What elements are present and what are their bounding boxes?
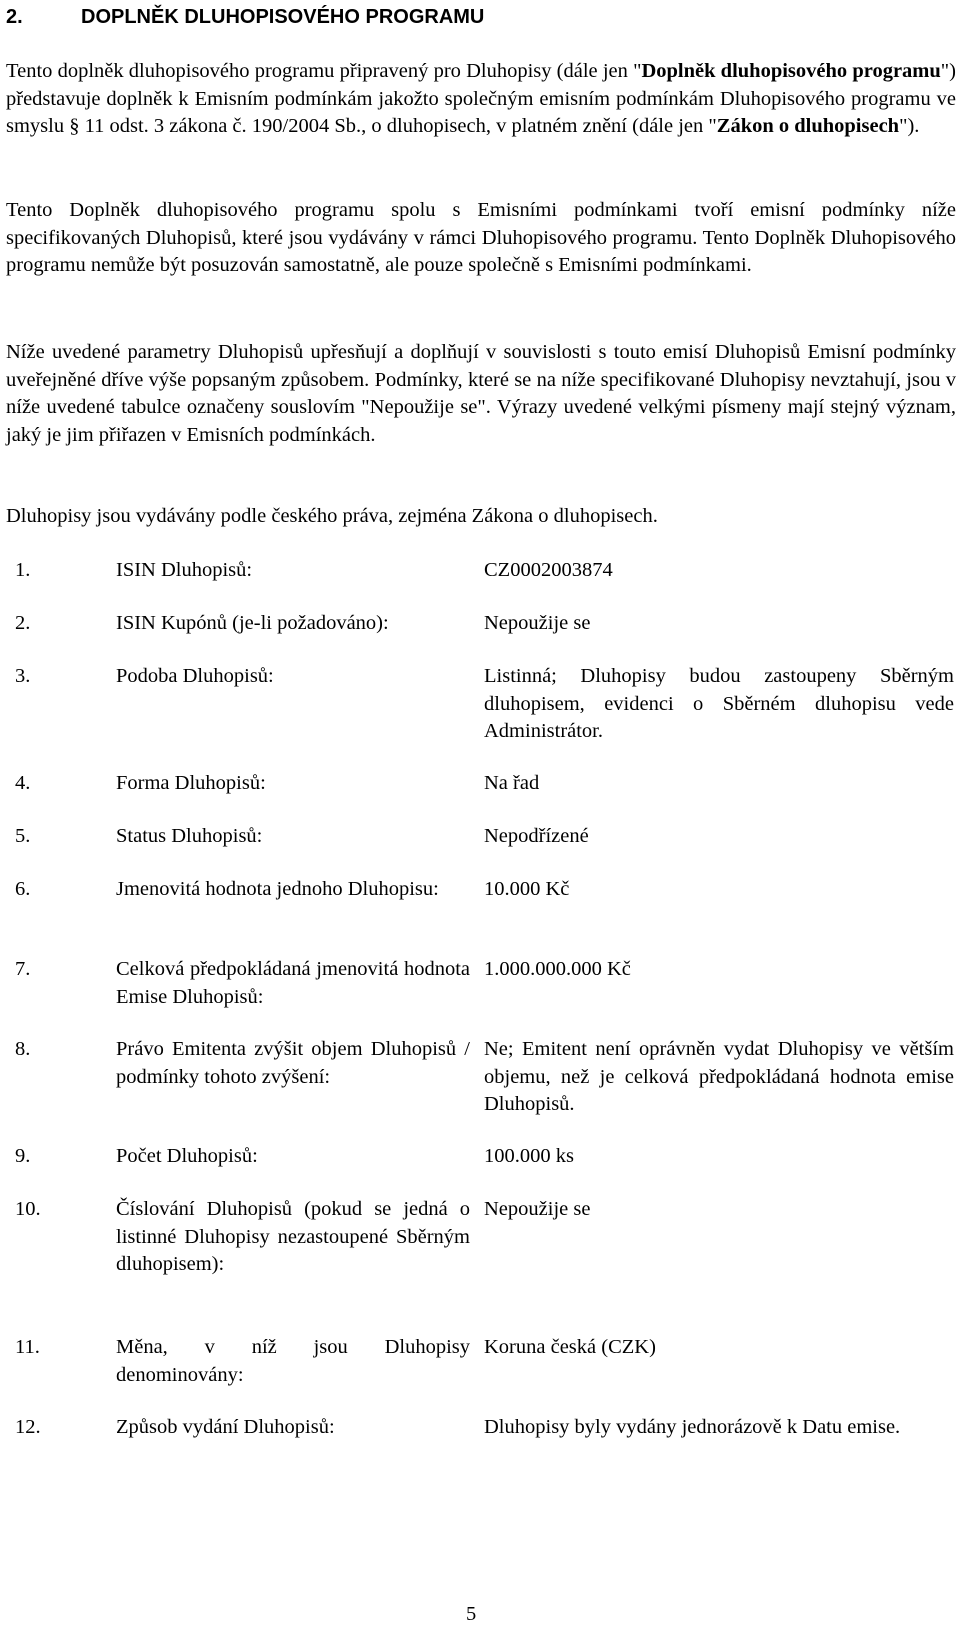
parameter-number: 5. (15, 825, 31, 847)
parameter-value: Nepoužije se (484, 612, 591, 634)
parameter-value: 1.000.000.000 Kč (484, 958, 631, 980)
parameters-note-paragraph: Níže uvedené parametry Dluhopisů upřesňují a doplňují v souvislosti s touto emisí Dluhopisů Emisní podmínky uveřejněné dříve výše popsaným způsobem. Podmínky, které se na níže specifikované Dluhopisy nevztahují, jsou v níže uvedené tabulce označeny souslovím "Nepoužije se". Výrazy uvedené velkými písmeny mají stejný význam, jaký je jim přiřazen v Emisních podmínkách. (6, 341, 956, 446)
parameter-value: CZ0002003874 (484, 559, 613, 581)
parameter-value: 10.000 Kč (484, 878, 570, 900)
parameter-label: Způsob vydání Dluhopisů: (116, 1416, 335, 1438)
parameter-row (6, 1414, 956, 1494)
parameter-number: 11. (15, 1336, 40, 1358)
parameter-number: 7. (15, 958, 31, 980)
parameter-number: 3. (15, 665, 31, 687)
parameter-number: 9. (15, 1145, 31, 1167)
parameter-value: Dluhopisy byly vydány jednorázově k Datu emise. (484, 1416, 901, 1438)
parameter-label: Měna, v níž jsou Dluhopisy denominovány: (116, 1336, 470, 1386)
section-heading (6, 3, 484, 31)
intro-text-1: Tento doplněk dluhopisového programu připravený pro Dluhopisy (dále jen " (6, 60, 642, 82)
parameter-row (6, 663, 956, 770)
parameter-number: 12. (15, 1416, 41, 1438)
parameter-value: 100.000 ks (484, 1145, 574, 1167)
scope-paragraph: Tento Doplněk dluhopisového programu spolu s Emisními podmínkami tvoří emisní podmínky níže specifikovaných Dluhopisů, které jsou vydávány v rámci Dluhopisového programu. Tento Doplněk Dluhopisového programu nemůže být posuzován samostatně, ale pouze společně s Emisními podmínkami. (6, 199, 956, 276)
parameter-row (6, 610, 956, 663)
parameter-label: Právo Emitenta zvýšit objem Dluhopisů / podmínky tohoto zvýšení: (116, 1038, 470, 1088)
parameter-label: Status Dluhopisů: (116, 825, 263, 847)
parameter-row (6, 1196, 956, 1334)
parameter-row (6, 557, 956, 610)
parameter-list (6, 557, 956, 1494)
parameter-row (6, 770, 956, 823)
parameter-value: Nepodřízené (484, 825, 589, 847)
parameter-number: 2. (15, 612, 31, 634)
parameter-label: ISIN Kupónů (je-li požadováno): (116, 612, 389, 634)
intro-text-2: ") představuje doplněk k Emisním podmínkám jakožto společným emisním podmínkám Dluhopisového programu ve smyslu § 11 odst. 3 zákona č. 190/2004 Sb., o dluhopisech, v platném znění (dále jen " (6, 60, 956, 137)
page-number: 5 (466, 1603, 477, 1625)
intro-text-3: "). (899, 115, 920, 137)
parameter-value: Listinná; Dluhopisy budou zastoupeny Sběrným dluhopisem, evidenci o Sběrném dluhopisu vede Administrátor. (484, 665, 954, 742)
parameter-label: ISIN Dluhopisů: (116, 559, 253, 581)
parameter-label: Celková předpokládaná jmenovitá hodnota Emise Dluhopisů: (116, 958, 470, 1008)
parameter-label: Podoba Dluhopisů: (116, 665, 274, 687)
parameter-row (6, 1143, 956, 1196)
parameter-number: 1. (15, 559, 31, 581)
parameter-row (6, 1036, 956, 1143)
parameter-row (6, 823, 956, 876)
parameter-value: Koruna česká (CZK) (484, 1336, 656, 1358)
parameter-row (6, 1334, 956, 1414)
parameter-label: Číslování Dluhopisů (pokud se jedná o listinné Dluhopisy nezastoupené Sběrným dluhopisem): (116, 1198, 470, 1275)
parameter-number: 6. (15, 878, 31, 900)
parameter-value: Nepoužije se (484, 1198, 591, 1220)
parameter-row (6, 876, 956, 956)
section-title: DOPLNĚK DLUHOPISOVÉHO PROGRAMU (81, 6, 485, 28)
defined-term-bond-act: Zákon o dluhopisech (716, 115, 900, 137)
parameter-label: Počet Dluhopisů: (116, 1145, 258, 1167)
section-number: 2. (6, 6, 23, 28)
parameter-label: Jmenovitá hodnota jednoho Dluhopisu: (116, 878, 439, 900)
parameter-value: Na řad (484, 772, 540, 794)
parameter-label: Forma Dluhopisů: (116, 772, 266, 794)
parameter-value: Ne; Emitent není oprávněn vydat Dluhopisy ve větším objemu, než je celková předpokládaná hodnota emise Dluhopisů. (484, 1038, 954, 1115)
parameter-number: 8. (15, 1038, 31, 1060)
parameter-number: 10. (15, 1198, 41, 1220)
governing-law-paragraph: Dluhopisy jsou vydávány podle českého práva, zejména Zákona o dluhopisech. (6, 505, 658, 527)
intro-paragraph (6, 58, 956, 141)
defined-term-supplement: Doplněk dluhopisového programu (641, 60, 941, 82)
document-page (6, 0, 956, 1637)
parameter-number: 4. (15, 772, 31, 794)
parameter-row (6, 956, 956, 1036)
